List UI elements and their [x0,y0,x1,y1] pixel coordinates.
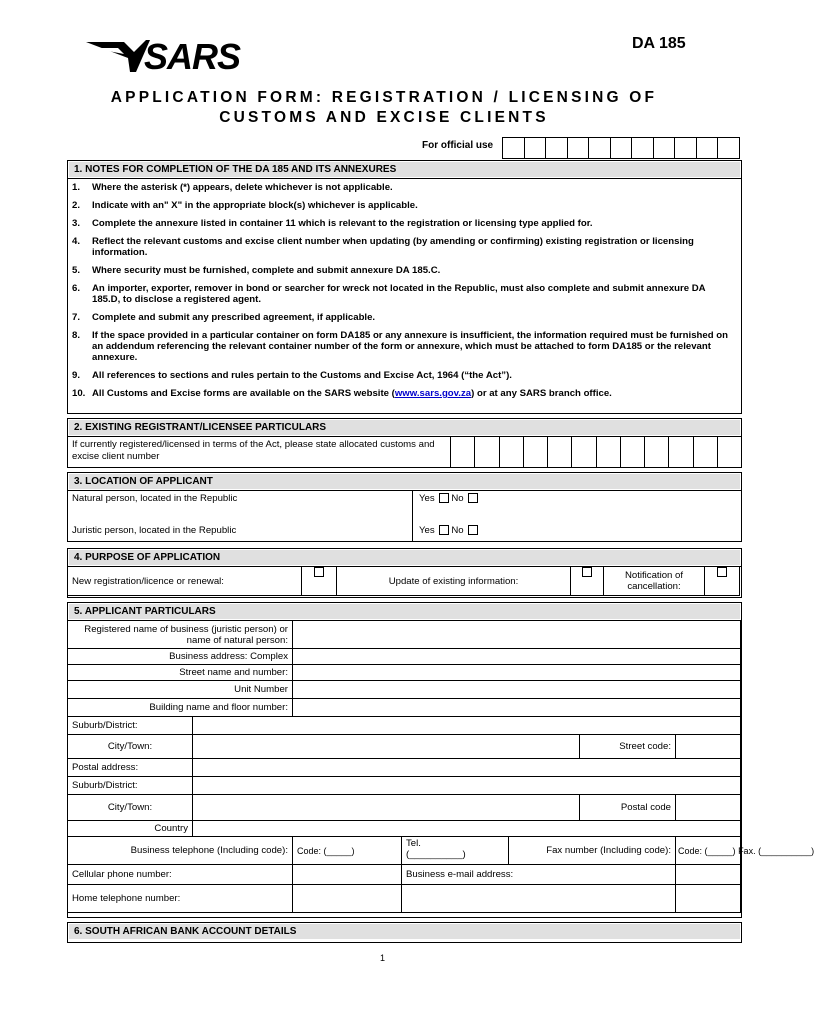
blank-cell [676,885,741,913]
unit-label: Unit Number [68,681,293,699]
street-code-label: Street code: [580,735,676,759]
note-item: 5. Where security must be furnished, complete and submit annexure DA 185.C. [72,265,441,276]
existing-client-number-label: If currently registered/licensed in terms of the Act, please state allocated customs and excise client number [72,439,435,462]
city-input[interactable] [193,735,580,759]
bank-section [67,922,742,943]
natural-yes-checkbox[interactable] [439,493,449,503]
notes-heading: 1. NOTES FOR COMPLETION OF THE DA 185 AND ITS ANNEXURES [68,161,741,179]
postal-code-label: Postal code [580,795,676,821]
applicant-heading: 5. APPLICANT PARTICULARS [68,603,741,621]
form-title-line1: APPLICATION FORM: REGISTRATION / LICENSING OF [110,89,658,106]
note-item: 6. An importer, exporter, remover in bond or searcher for wreck not located in the Republic, must also complete and submit annexure DA 185.D, to disclose a registered agent. [72,283,706,305]
logo-text: SARS [144,36,241,77]
suburb-label: Suburb/District: [68,717,193,735]
note-item: 3. Complete the annexure listed in container 11 which is relevant to the registration or licensing type applied for. [72,218,593,229]
home-tel-input[interactable] [293,885,402,913]
business-tel-label: Business telephone (Including code): [68,837,293,865]
postal-code-input[interactable] [676,795,741,821]
country-input[interactable] [193,821,741,837]
note-item: 7. Complete and submit any prescribed agreement, if applicable. [72,312,376,323]
cell-input[interactable] [293,865,402,885]
street-input[interactable] [293,665,741,681]
note-item: 10. All Customs and Excise forms are available on the SARS website (www.sars.gov.za) or at any SARS branch office. [72,388,612,399]
blank-cell [402,885,676,913]
building-input[interactable] [293,699,741,717]
page-number: 1 [380,953,386,963]
applicant-section [67,602,814,918]
business-tel-input[interactable]: Tel. (__________) [402,837,509,865]
purpose-section [67,548,742,598]
location-heading: 3. LOCATION OF APPLICANT [68,473,741,491]
country-label: Country [68,821,193,837]
note-item: 1. Where the asterisk (*) appears, delete whichever is not applicable. [72,182,393,193]
business-tel-code-input[interactable]: Code: (_____) [293,837,402,865]
new-registration-checkbox[interactable] [314,567,324,577]
suburb2-input[interactable] [193,777,741,795]
registered-name-input[interactable] [293,621,741,649]
suburb2-label: Suburb/District: [68,777,193,795]
natural-no-checkbox[interactable] [468,493,478,503]
note-item: 2. Indicate with an" X" in the appropriate block(s) whichever is applicable. [72,200,418,211]
natural-person-label: Natural person, located in the Republic [72,493,238,504]
fax-label: Fax number (Including code): [509,837,676,865]
email-input[interactable] [676,865,741,885]
home-tel-label: Home telephone number: [68,885,293,913]
suburb-input[interactable] [193,717,741,735]
update-info-label: Update of existing information: [337,567,571,596]
cell-label: Cellular phone number: [68,865,293,885]
street-code-input[interactable] [676,735,741,759]
form-title-line2: CUSTOMS AND EXCISE CLIENTS [219,109,549,126]
cancellation-checkbox[interactable] [717,567,727,577]
city-label: City/Town: [68,735,193,759]
sars-logo [84,36,254,77]
juristic-person-label: Juristic person, located in the Republic [72,525,237,536]
juristic-no-checkbox[interactable] [468,525,478,535]
bank-heading: 6. SOUTH AFRICAN BANK ACCOUNT DETAILS [68,923,741,940]
fax-input[interactable]: Code: (_____) Fax. (__________) [676,837,741,865]
purpose-heading: 4. PURPOSE OF APPLICATION [68,549,741,567]
street-label: Street name and number: [68,665,293,681]
note-item: 9. All references to sections and rules pertain to the Customs and Excise Act, 1964 (“the Act”). [72,370,512,381]
existing-registrant-section [67,418,742,468]
complex-input[interactable] [293,649,741,665]
form-code: DA 185 [632,35,686,52]
building-label: Building name and floor number: [68,699,293,717]
juristic-yes-no: Yes No [419,525,480,536]
location-section [67,472,742,542]
city2-label: City/Town: [68,795,193,821]
natural-yes-no: Yes No [419,493,735,504]
notes-list [68,179,741,399]
official-use-label: For official use [422,140,494,151]
cancellation-label: Notification of cancellation: [604,567,705,596]
notes-section [67,160,742,414]
update-info-checkbox[interactable] [582,567,592,577]
email-label: Business e-mail address: [402,865,676,885]
new-registration-label: New registration/licence or renewal: [68,567,302,596]
juristic-yes-checkbox[interactable] [439,525,449,535]
existing-heading: 2. EXISTING REGISTRANT/LICENSEE PARTICULARS [68,419,741,437]
city2-input[interactable] [193,795,580,821]
note-item: 4. Reflect the relevant customs and excise client number when updating (by amending or confirming) existing registration or licensing information. [72,236,694,258]
business-address-label: Business address: Complex [68,649,293,665]
client-number-boxes[interactable] [450,437,741,467]
note-item: 8. If the space provided in a particular container on form DA185 or any annexure is insufficient, the information required must be furnished on an addendum referencing the relevant container number of the form or annexure, which must be attached to form DA185 or the relevant annexure. [72,330,728,363]
sars-website-link[interactable]: www.sars.gov.za [394,388,472,399]
postal-address-label: Postal address: [68,759,193,777]
postal-address-input[interactable] [193,759,741,777]
official-use-boxes [502,137,740,159]
unit-input[interactable] [293,681,741,699]
registered-name-label: Registered name of business (juristic person) or name of natural person: [68,621,293,649]
